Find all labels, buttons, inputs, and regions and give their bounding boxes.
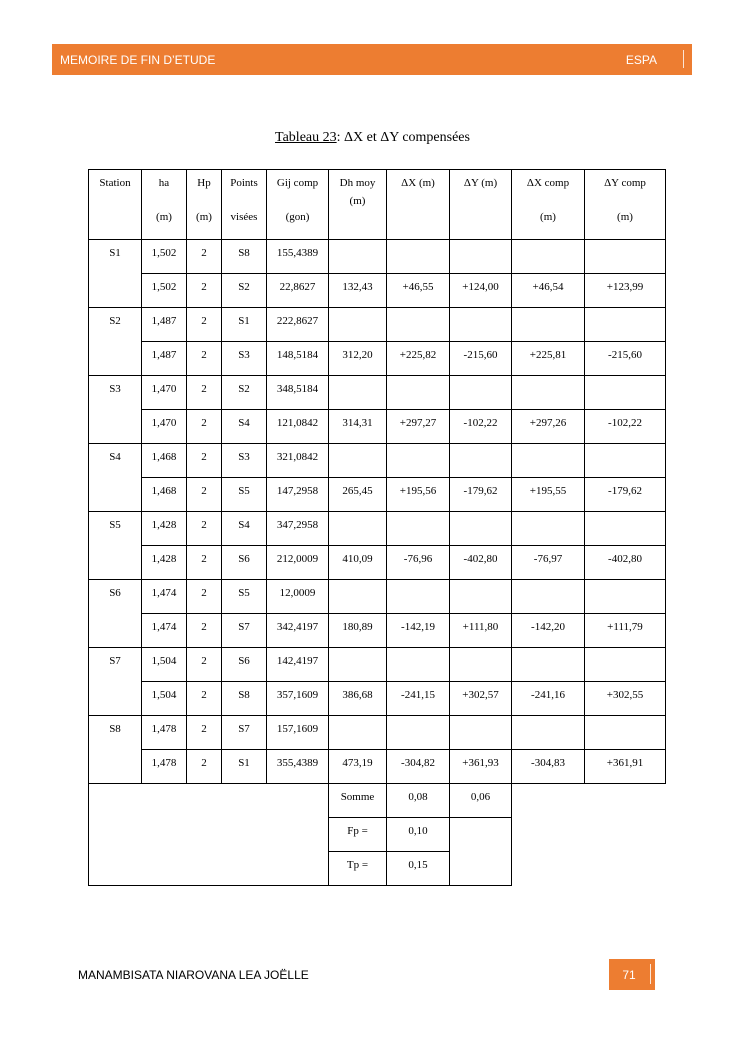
- header-label: ΔX (m): [401, 177, 435, 189]
- cell-ha: 1,478: [142, 716, 187, 750]
- summary-delta-x: 0,15: [387, 852, 450, 886]
- cell-delta-x-comp: -241,16: [512, 682, 585, 716]
- cell-delta-x-comp: [512, 512, 585, 546]
- cell-hp: 2: [187, 614, 222, 648]
- summary-label: Somme: [329, 784, 387, 818]
- cell-delta-x: [387, 512, 450, 546]
- cell-dh-moy: 410,09: [329, 546, 387, 580]
- cell-ha: 1,478: [142, 750, 187, 784]
- header-delta-x: [387, 170, 450, 240]
- cell-station: S2: [89, 308, 142, 376]
- cell-delta-x: -304,82: [387, 750, 450, 784]
- cell-delta-x-comp: [512, 376, 585, 410]
- cell-gij-comp: 147,2958: [267, 478, 329, 512]
- summary-label: Tp =: [329, 852, 387, 886]
- table-row: [89, 376, 666, 410]
- cell-point-vise: S3: [222, 342, 267, 376]
- header-school: ESPA: [625, 53, 657, 67]
- cell-ha: 1,502: [142, 274, 187, 308]
- cell-hp: 2: [187, 648, 222, 682]
- cell-delta-x: -76,96: [387, 546, 450, 580]
- header-delta-y-comp: [585, 170, 666, 240]
- cell-gij-comp: 142,4197: [267, 648, 329, 682]
- cell-delta-x-comp: [512, 240, 585, 274]
- header-unit: visées: [230, 211, 258, 223]
- cell-point-vise: S4: [222, 512, 267, 546]
- header-station: [89, 170, 142, 240]
- table-caption: [0, 130, 745, 146]
- header-unit: (m): [540, 211, 556, 223]
- cell-delta-y-comp: +111,79: [585, 614, 666, 648]
- cell-dh-moy: [329, 580, 387, 614]
- cell-hp: 2: [187, 750, 222, 784]
- table-caption-label: Tableau 23: [275, 130, 337, 145]
- cell-point-vise: S6: [222, 546, 267, 580]
- cell-delta-x-comp: +297,26: [512, 410, 585, 444]
- cell-delta-y: [450, 376, 512, 410]
- table-row: [89, 546, 666, 580]
- cell-dh-moy: 132,43: [329, 274, 387, 308]
- cell-gij-comp: 12,0009: [267, 580, 329, 614]
- cell-dh-moy: [329, 308, 387, 342]
- summary-row: [89, 784, 666, 818]
- cell-dh-moy: [329, 444, 387, 478]
- cell-delta-y: -102,22: [450, 410, 512, 444]
- cell-delta-x-comp: [512, 580, 585, 614]
- cell-delta-y-comp: +123,99: [585, 274, 666, 308]
- header-label: Points: [230, 177, 258, 189]
- cell-dh-moy: [329, 376, 387, 410]
- compensated-deltas-table: [88, 169, 666, 886]
- cell-gij-comp: 121,0842: [267, 410, 329, 444]
- cell-point-vise: S8: [222, 240, 267, 274]
- summary-blank-cell: [89, 784, 329, 886]
- table-row: [89, 240, 666, 274]
- header-unit: (m): [349, 195, 366, 207]
- cell-ha: 1,504: [142, 648, 187, 682]
- cell-point-vise: S2: [222, 274, 267, 308]
- table-row: [89, 716, 666, 750]
- cell-hp: 2: [187, 546, 222, 580]
- cell-hp: 2: [187, 274, 222, 308]
- cell-dh-moy: 180,89: [329, 614, 387, 648]
- cell-station: S8: [89, 716, 142, 784]
- cell-ha: 1,468: [142, 444, 187, 478]
- cell-point-vise: S7: [222, 614, 267, 648]
- cell-station: S7: [89, 648, 142, 716]
- summary-delta-x: 0,10: [387, 818, 450, 852]
- cell-point-vise: S8: [222, 682, 267, 716]
- cell-delta-x: [387, 444, 450, 478]
- header-unit: (m): [156, 211, 172, 223]
- cell-delta-y: [450, 308, 512, 342]
- cell-delta-x: +225,82: [387, 342, 450, 376]
- cell-delta-x: [387, 376, 450, 410]
- cell-dh-moy: [329, 648, 387, 682]
- cell-gij-comp: 321,0842: [267, 444, 329, 478]
- header-hp: [187, 170, 222, 240]
- page-number-box: [609, 959, 655, 990]
- cell-ha: 1,470: [142, 410, 187, 444]
- cell-delta-y: [450, 716, 512, 750]
- cell-hp: 2: [187, 410, 222, 444]
- cell-delta-x: [387, 716, 450, 750]
- summary-delta-x: 0,08: [387, 784, 450, 818]
- cell-ha: 1,502: [142, 240, 187, 274]
- cell-ha: 1,504: [142, 682, 187, 716]
- cell-ha: 1,487: [142, 342, 187, 376]
- cell-ha: 1,468: [142, 478, 187, 512]
- cell-gij-comp: 355,4389: [267, 750, 329, 784]
- header-label: ΔY (m): [463, 177, 498, 189]
- cell-dh-moy: 386,68: [329, 682, 387, 716]
- cell-delta-x-comp: [512, 308, 585, 342]
- cell-station: S6: [89, 580, 142, 648]
- cell-delta-y: +124,00: [450, 274, 512, 308]
- header-label: Hp: [197, 177, 211, 189]
- cell-dh-moy: 473,19: [329, 750, 387, 784]
- cell-hp: 2: [187, 682, 222, 716]
- cell-point-vise: S3: [222, 444, 267, 478]
- cell-delta-y-comp: -215,60: [585, 342, 666, 376]
- cell-hp: 2: [187, 716, 222, 750]
- cell-dh-moy: [329, 716, 387, 750]
- cell-delta-y-comp: +361,91: [585, 750, 666, 784]
- cell-delta-y-comp: [585, 376, 666, 410]
- cell-delta-y-comp: -179,62: [585, 478, 666, 512]
- cell-gij-comp: 342,4197: [267, 614, 329, 648]
- cell-dh-moy: 314,31: [329, 410, 387, 444]
- cell-delta-y: -179,62: [450, 478, 512, 512]
- cell-delta-x-comp: +225,81: [512, 342, 585, 376]
- table-row: [89, 342, 666, 376]
- table-row: [89, 410, 666, 444]
- cell-delta-x-comp: +195,55: [512, 478, 585, 512]
- cell-hp: 2: [187, 478, 222, 512]
- cell-hp: 2: [187, 444, 222, 478]
- cell-point-vise: S1: [222, 750, 267, 784]
- cell-point-vise: S5: [222, 478, 267, 512]
- summary-delta-y-empty: [450, 818, 512, 886]
- cell-hp: 2: [187, 308, 222, 342]
- cell-dh-moy: 265,45: [329, 478, 387, 512]
- cell-delta-y: [450, 240, 512, 274]
- cell-hp: 2: [187, 580, 222, 614]
- cell-delta-y-comp: [585, 444, 666, 478]
- cell-hp: 2: [187, 512, 222, 546]
- header-label: Station: [99, 177, 131, 189]
- cell-hp: 2: [187, 240, 222, 274]
- cell-ha: 1,470: [142, 376, 187, 410]
- cell-gij-comp: 148,5184: [267, 342, 329, 376]
- cell-station: S4: [89, 444, 142, 512]
- cell-delta-y-comp: [585, 648, 666, 682]
- table-row: [89, 580, 666, 614]
- table-row: [89, 444, 666, 478]
- table-row: [89, 308, 666, 342]
- cell-delta-x: +195,56: [387, 478, 450, 512]
- cell-delta-x-comp: [512, 444, 585, 478]
- table-row: [89, 478, 666, 512]
- cell-delta-x: +297,27: [387, 410, 450, 444]
- cell-delta-y: -215,60: [450, 342, 512, 376]
- cell-gij-comp: 157,1609: [267, 716, 329, 750]
- table-caption-text: : ΔX et ΔY compensées: [336, 130, 470, 145]
- cell-ha: 1,428: [142, 546, 187, 580]
- cell-dh-moy: [329, 512, 387, 546]
- header-label: Dh moy: [339, 177, 376, 189]
- cell-delta-x: [387, 580, 450, 614]
- cell-delta-x-comp: [512, 716, 585, 750]
- cell-delta-y: [450, 512, 512, 546]
- cell-delta-x-comp: -76,97: [512, 546, 585, 580]
- cell-ha: 1,474: [142, 614, 187, 648]
- header-gij-comp: [267, 170, 329, 240]
- cell-ha: 1,487: [142, 308, 187, 342]
- summary-delta-y: 0,06: [450, 784, 512, 818]
- cell-delta-y-comp: [585, 308, 666, 342]
- cell-point-vise: S5: [222, 580, 267, 614]
- cell-station: S3: [89, 376, 142, 444]
- cell-point-vise: S7: [222, 716, 267, 750]
- cell-station: S5: [89, 512, 142, 580]
- cell-delta-x-comp: +46,54: [512, 274, 585, 308]
- cell-delta-y-comp: -102,22: [585, 410, 666, 444]
- cell-hp: 2: [187, 342, 222, 376]
- cell-point-vise: S2: [222, 376, 267, 410]
- cell-delta-y-comp: [585, 716, 666, 750]
- page-number: 71: [622, 968, 636, 982]
- cell-dh-moy: 312,20: [329, 342, 387, 376]
- cell-ha: 1,474: [142, 580, 187, 614]
- table-header-row: [89, 170, 666, 240]
- table-row: [89, 682, 666, 716]
- cell-delta-y-comp: [585, 580, 666, 614]
- cell-point-vise: S1: [222, 308, 267, 342]
- cell-delta-x: +46,55: [387, 274, 450, 308]
- header-ha: [142, 170, 187, 240]
- cell-gij-comp: 212,0009: [267, 546, 329, 580]
- cell-gij-comp: 155,4389: [267, 240, 329, 274]
- header-unit: (gon): [285, 211, 310, 223]
- cell-station: S1: [89, 240, 142, 308]
- header-title: MEMOIRE DE FIN D’ETUDE: [60, 53, 216, 67]
- cell-gij-comp: 222,8627: [267, 308, 329, 342]
- cell-delta-x-comp: -142,20: [512, 614, 585, 648]
- cell-delta-x-comp: [512, 648, 585, 682]
- table-row: [89, 512, 666, 546]
- header-label: ΔX comp: [526, 177, 570, 189]
- cell-point-vise: S4: [222, 410, 267, 444]
- cell-hp: 2: [187, 376, 222, 410]
- cell-delta-x-comp: -304,83: [512, 750, 585, 784]
- cell-gij-comp: 22,8627: [267, 274, 329, 308]
- cell-ha: 1,428: [142, 512, 187, 546]
- cell-delta-x: [387, 308, 450, 342]
- cell-gij-comp: 347,2958: [267, 512, 329, 546]
- table-row: [89, 614, 666, 648]
- cell-delta-y: +111,80: [450, 614, 512, 648]
- cell-delta-y: +302,57: [450, 682, 512, 716]
- cell-delta-x: -142,19: [387, 614, 450, 648]
- page-number-divider: [650, 964, 651, 984]
- header-dh-moy: [329, 170, 387, 240]
- cell-delta-x: [387, 240, 450, 274]
- header-delta-x-comp: [512, 170, 585, 240]
- footer-author: MANAMBISATA NIAROVANA LEA JOËLLE: [78, 968, 309, 982]
- summary-label: Fp =: [329, 818, 387, 852]
- cell-delta-x: [387, 648, 450, 682]
- cell-delta-y: +361,93: [450, 750, 512, 784]
- cell-delta-y: [450, 580, 512, 614]
- cell-delta-y: [450, 444, 512, 478]
- cell-delta-y-comp: +302,55: [585, 682, 666, 716]
- cell-delta-y-comp: [585, 512, 666, 546]
- table-row: [89, 274, 666, 308]
- cell-gij-comp: 357,1609: [267, 682, 329, 716]
- header-divider: [683, 50, 684, 68]
- cell-dh-moy: [329, 240, 387, 274]
- header-point-vise: [222, 170, 267, 240]
- cell-gij-comp: 348,5184: [267, 376, 329, 410]
- cell-delta-x: -241,15: [387, 682, 450, 716]
- cell-delta-y-comp: -402,80: [585, 546, 666, 580]
- cell-delta-y: -402,80: [450, 546, 512, 580]
- header-delta-y: [450, 170, 512, 240]
- header-label: Gij comp: [276, 177, 319, 189]
- table-row: [89, 750, 666, 784]
- header-unit: (m): [617, 211, 633, 223]
- cell-delta-y: [450, 648, 512, 682]
- cell-point-vise: S6: [222, 648, 267, 682]
- table-row: [89, 648, 666, 682]
- header-label: ha: [158, 177, 170, 189]
- header-label: ΔY comp: [604, 177, 646, 189]
- cell-delta-y-comp: [585, 240, 666, 274]
- header-unit: (m): [196, 211, 212, 223]
- page-header: [52, 44, 692, 75]
